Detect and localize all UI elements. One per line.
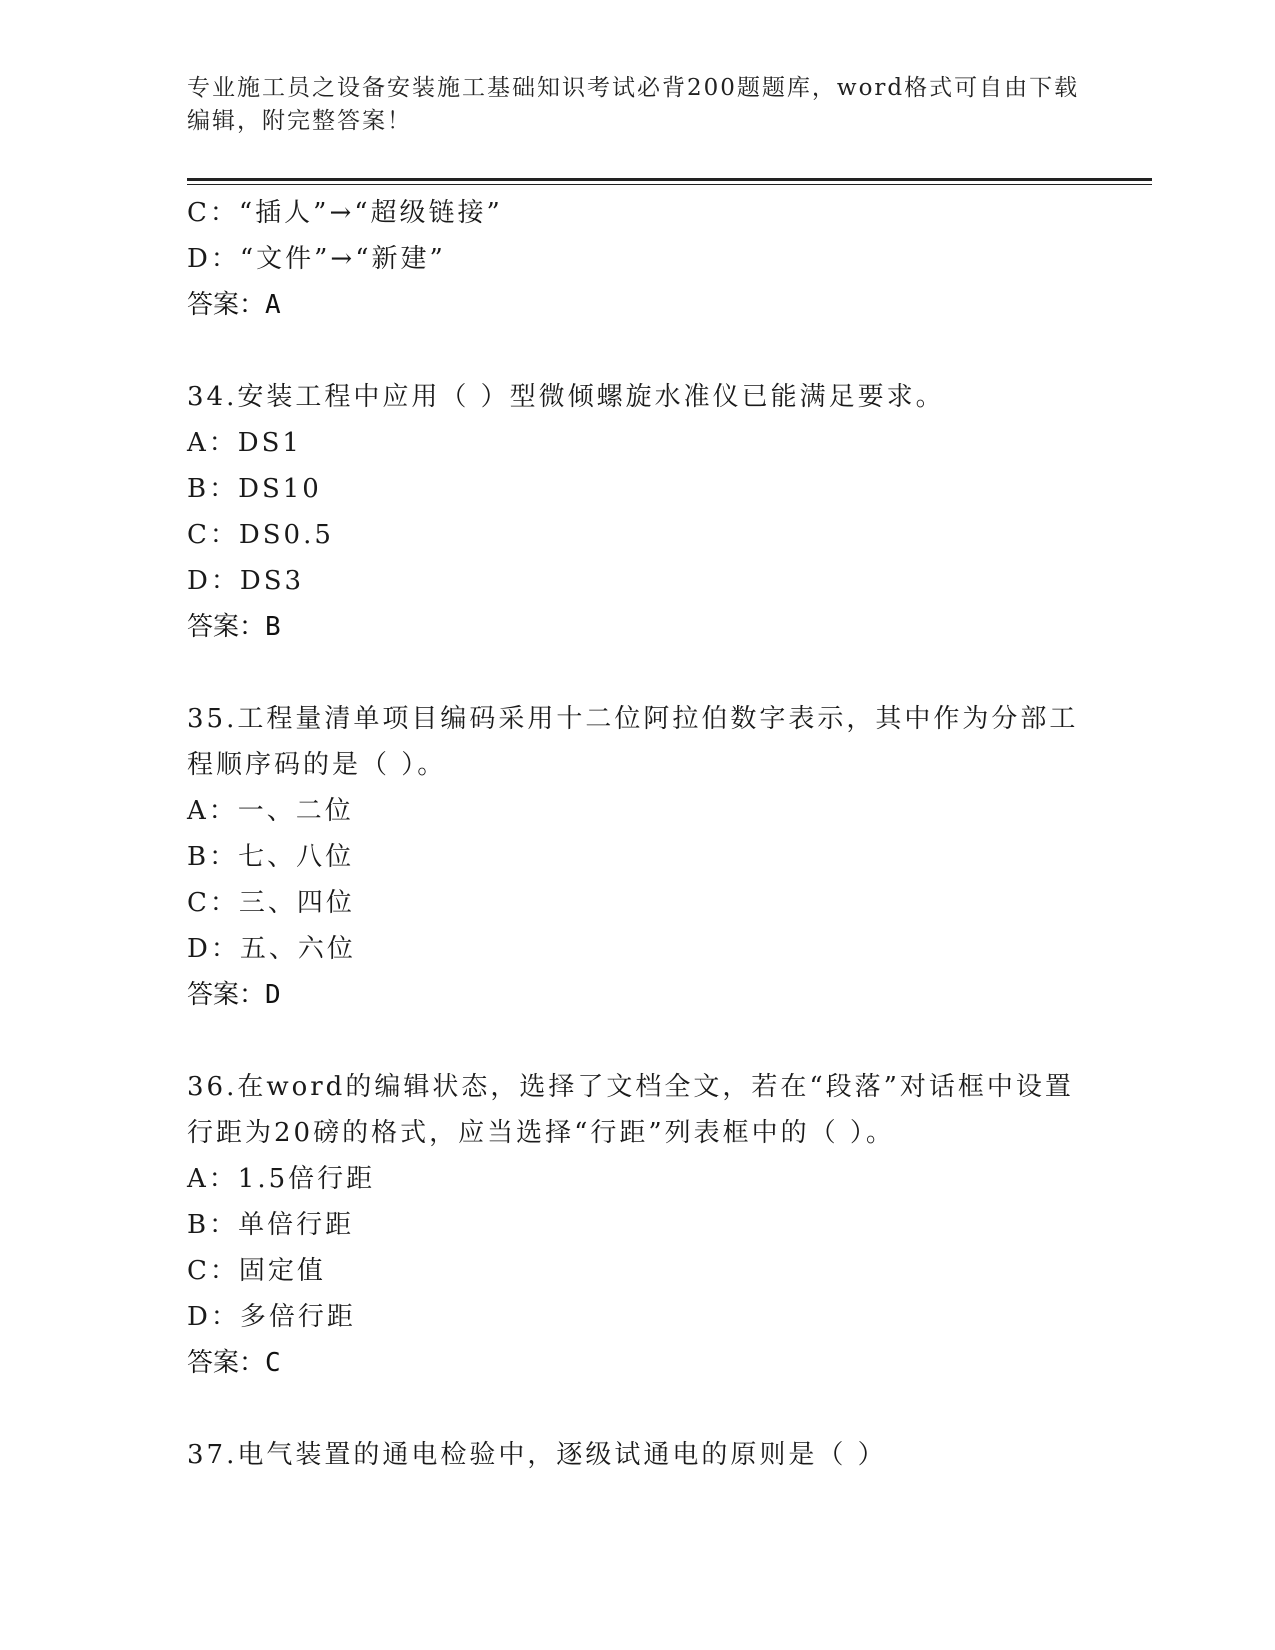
answer-label: 答案：C	[187, 1348, 281, 1378]
question-stem: 36.在word的编辑状态，选择了文档全文，若在“段落”对话框中设置行距为20磅的格式，应当选择“行距”列表框中的（ ）。	[187, 1072, 1074, 1148]
spacer	[187, 1018, 1087, 1064]
option-b: B：七、八位	[187, 842, 355, 872]
question-stem: 37.电气装置的通电检验中，逐级试通电的原则是（ ）	[187, 1440, 887, 1470]
option-d: D：“文件”→“新建”	[187, 244, 446, 274]
question-37	[187, 1432, 1087, 1478]
option-a: A：1.5倍行距	[187, 1164, 376, 1194]
question-stem: 35.工程量清单项目编码采用十二位阿拉伯数字表示，其中作为分部工程顺序码的是（ ）。	[187, 704, 1079, 780]
option-b: B：DS10	[187, 474, 322, 504]
option-b: B：单倍行距	[187, 1210, 355, 1240]
answer-label: 答案：A	[187, 290, 281, 320]
question-stem: 34.安装工程中应用（ ）型微倾螺旋水准仪已能满足要求。	[187, 382, 945, 412]
spacer	[187, 328, 1087, 374]
option-c: C：DS0.5	[187, 520, 334, 550]
document-title: 专业施工员之设备安装施工基础知识考试必背200题题库，word格式可自由下载编辑，附完整答案！	[187, 75, 1080, 134]
answer-label: 答案：B	[187, 612, 281, 642]
option-c: C：固定值	[187, 1256, 326, 1286]
question-33-continued	[187, 190, 1087, 328]
question-35	[187, 696, 1087, 1018]
option-a: A：一、二位	[187, 796, 354, 826]
option-a: A：DS1	[187, 428, 302, 458]
answer-label: 答案：D	[187, 980, 281, 1010]
question-list	[187, 190, 1087, 1478]
option-d: D：五、六位	[187, 934, 356, 964]
document-header	[187, 72, 1087, 138]
question-34	[187, 374, 1087, 650]
option-d: D：多倍行距	[187, 1302, 356, 1332]
spacer	[187, 650, 1087, 696]
spacer	[187, 1386, 1087, 1432]
option-c: C：三、四位	[187, 888, 355, 918]
header-divider-thin	[187, 184, 1152, 185]
header-divider	[187, 178, 1152, 181]
question-36	[187, 1064, 1087, 1386]
option-c: C：“插人”→“超级链接”	[187, 198, 503, 228]
option-d: D：DS3	[187, 566, 305, 596]
